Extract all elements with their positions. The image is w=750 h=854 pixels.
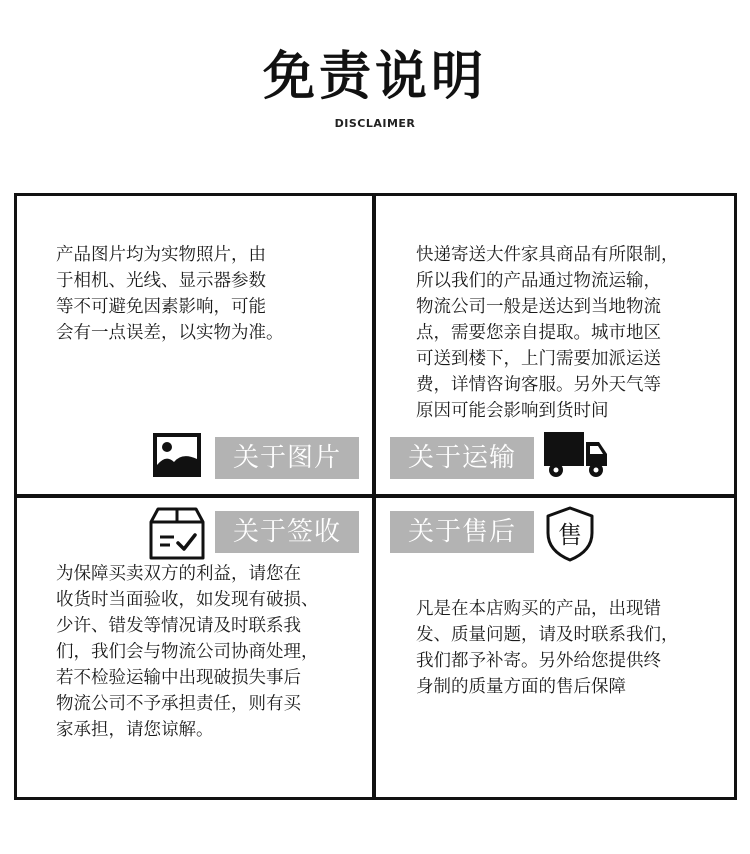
section-pictures-text: 产品图片均为实物照片，由 于相机、光线、显示器参数 等不可避免因素影响，可能 会有一点误差，以实物为准。: [56, 245, 284, 343]
section-shipping-text: 快递寄送大件家具商品有所限制， 所以我们的产品通过物流运输， 物流公司一般是送达到当地物流 点，需要您亲自提取。城市地区 可送到楼下，上门需要加派运送 费，详情咨询客服。另外天气等 原因可能会影响到货时间: [416, 245, 679, 421]
after-sales-shield-icon: [544, 505, 596, 563]
tag-about-shipping: 关于运输: [390, 437, 534, 479]
tag-about-pictures: 关于图片: [215, 437, 359, 479]
tag-about-after-sales: 关于售后: [390, 511, 534, 553]
truck-icon: [543, 430, 609, 480]
tag-about-receipt: 关于签收: [215, 511, 359, 553]
package-check-icon: [148, 506, 206, 562]
page-subtitle: DISCLAIMER: [334, 117, 416, 130]
after-sales-icon-glyph: 售: [558, 521, 582, 549]
page-title: 免责说明: [262, 47, 487, 107]
image-icon: [152, 432, 202, 478]
section-receipt-text: 为保障买卖双方的利益，请您在 收货时当面验收，如发现有破损、 少许、错发等情况请及时联系我 们，我们会与物流公司协商处理， 若不检验运输中出现破损失事后 物流公司不予承担责任，则有买 家承担，请您谅解。: [56, 564, 319, 740]
grid-divider-horizontal: [14, 494, 737, 498]
section-after-sales-text: 凡是在本店购买的产品，出现错 发、质量问题，请及时联系我们， 我们都予补寄。另外给您提供终 身制的质量方面的售后保障: [416, 599, 679, 697]
